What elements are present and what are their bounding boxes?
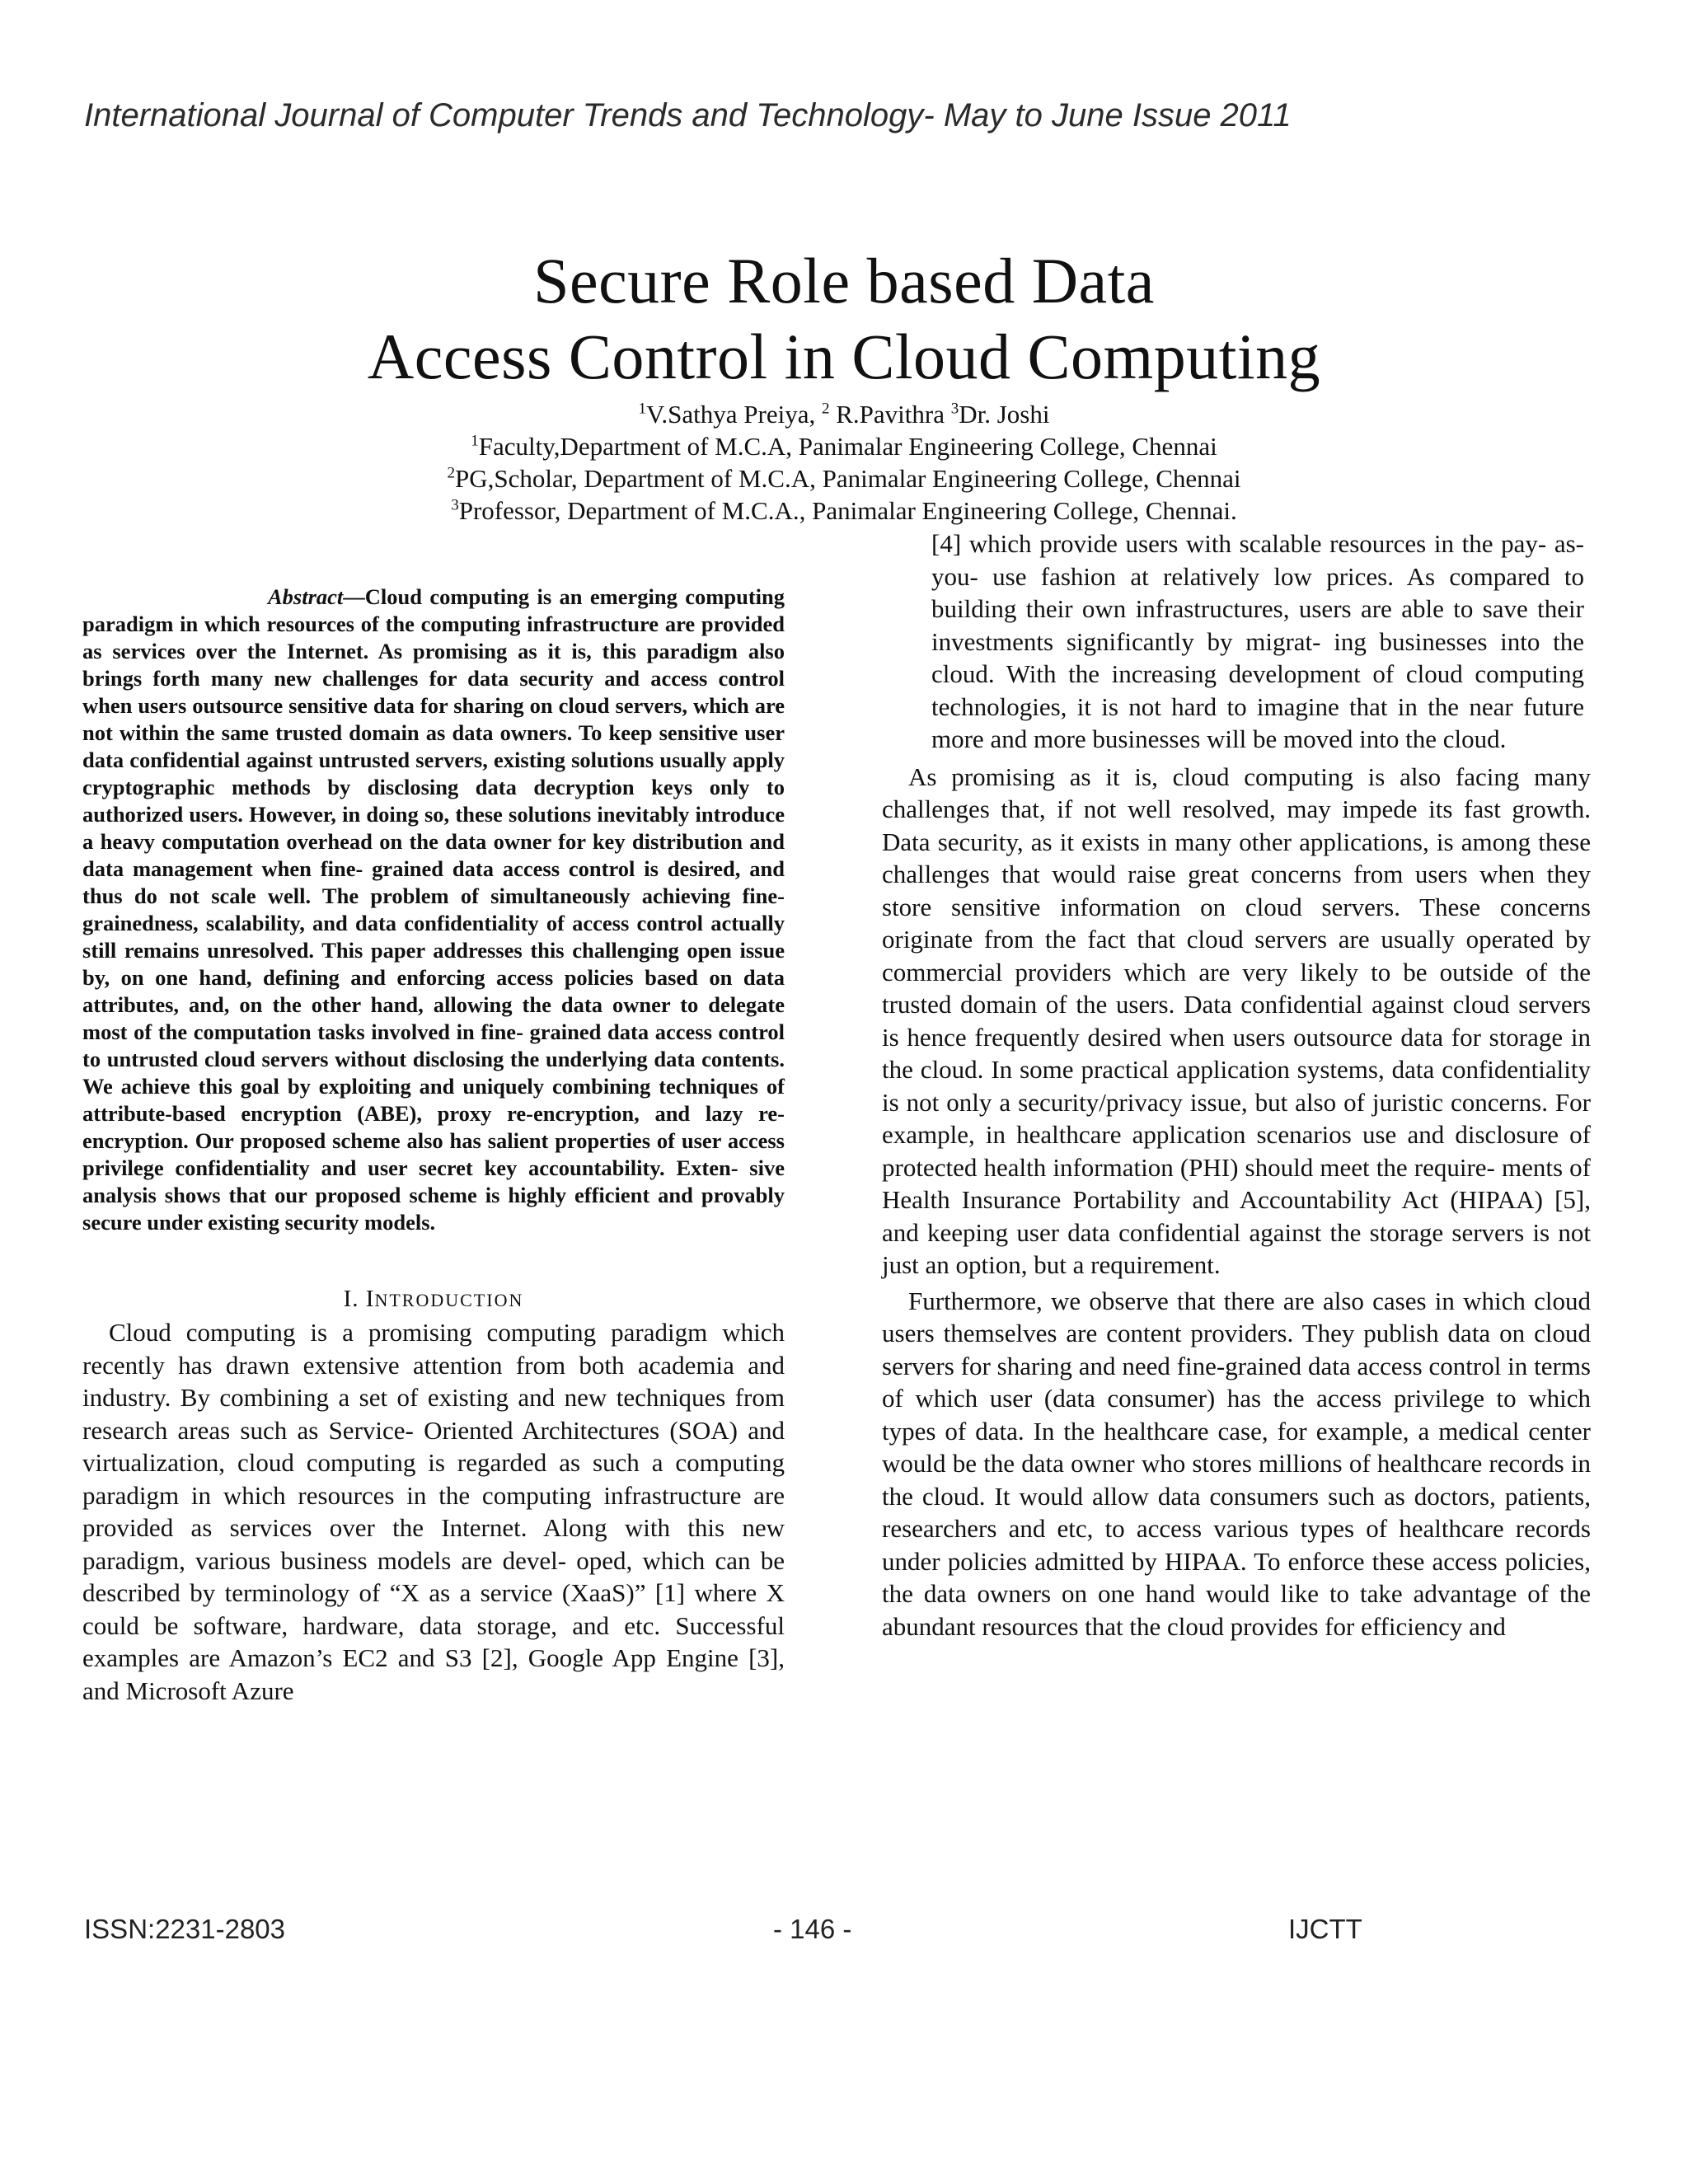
author-1-name: V.Sathya Preiya, [646,400,816,429]
left-column [82,583,785,1707]
paper-title-line-1: Secure Role based Data [533,245,1155,316]
section-heading-introduction [82,1286,785,1313]
abstract [82,583,785,1236]
footer-page-number: - 146 - [773,1914,852,1944]
running-header: International Journal of Computer Trends and Technology- May to June Issue 2011 [84,97,1292,134]
author-list [0,398,1688,430]
footer-journal: IJCTT [1288,1914,1362,1944]
intro-paragraph-1-continued: [4] which provide users with scalable resources in the pay- as-you- use fashion at relatively low prices. As compared to building their own infrastructures, users are able to save their investments significantly by migrat- ing businesses into the cloud. With the increasing development of cloud computing technologies, it is not hard to imagine that in the near future more and more businesses will be moved into the cloud. [931,529,1584,753]
paper-title-line-2: Access Control in Cloud Computing [367,321,1321,392]
affiliation-1 [0,430,1688,462]
author-2-marker: 2 [821,400,830,418]
affiliation-3-text: Professor, Department of M.C.A., Panimalar Engineering College, Chennai. [458,496,1237,525]
affiliation-1-text: Faculty,Department of M.C.A, Panimalar Engineering College, Chennai [478,432,1217,461]
intro-paragraph-2: As promising as it is, cloud computing is also facing many challenges that, if not well resolved, may impede its fast growth. Data security, as it exists in many other applications, is among these challenges that would raise great concerns from users when they store sensitive information on cloud servers. These concerns originate from the fact that cloud servers are usually operated by commercial providers which are very likely to be outside of the trusted domain of the users. Data confidential against cloud servers is hence frequently desired when users outsource data for storage in the cloud. In some practical application systems, data confidentiality is not only a security/privacy issue, but also of juristic concerns. For example, in healthcare application scenarios use and disclosure of protected health information (PHI) should meet the require- ments of Health Insurance Portability and Accountability Act (HIPAA) [5], and keeping user data confidential against the storage servers is not just an option, but a requirement. [882,762,1591,1279]
abstract-text: —Cloud computing is an emerging computing paradigm in which resources of the computing infrastructure are provided as services over the Internet. As promising as it is, this paradigm also brings forth many new challenges for data security and access control when users outsource sensitive data for sharing on cloud servers, which are not within the same trusted domain as data owners. To keep sensitive user data confidential against untrusted servers, existing solutions usually apply cryptographic methods by disclosing data decryption keys only to authorized users. However, in doing so, these solutions inevitably introduce a heavy computation overhead on the data owner for key distribution and data management when fine- grained data access control is desired, and thus do not scale well. The problem of simultaneously achieving fine-grainedness, scalability, and data confidentiality of access control actually still remains unresolved. This paper addresses this challenging open issue by, on one hand, defining and enforcing access policies based on data attributes, and, on the other hand, allowing the data owner to delegate most of the computation tasks involved in fine- grained data access control to untrusted cloud servers without disclosing the underlying data contents. We achieve this goal by exploiting and uniquely combining techniques of attribute-based encryption (ABE), proxy re-encryption, and lazy re-encryption. Our proposed scheme also has salient properties of user access privilege confidentiality and user secret key accountability. Exten- sive analysis shows that our proposed scheme is highly efficient and provably secure under existing security models. [82,584,785,1235]
affiliation-2-text: PG,Scholar, Department of M.C.A, Panimalar Engineering College, Chennai [454,464,1241,493]
affiliation-2 [0,462,1688,494]
section-heading-smallcaps: NTRODUCTION [374,1290,524,1310]
affiliation-2-marker: 2 [447,464,455,482]
affiliation-3-marker: 3 [451,496,459,514]
section-heading-number: I. I [343,1286,375,1312]
author-1-marker: 1 [638,400,647,418]
author-2-name: R.Pavithra [836,400,945,429]
author-3-marker: 3 [950,400,959,418]
affiliation-3 [0,494,1688,527]
title-block [0,243,1688,527]
intro-paragraph-1: Cloud computing is a promising computing paradigm which recently has drawn extensive attention from both academia and industry. By combining a set of existing and new techniques from research areas such as Service- Oriented Architectures (SOA) and virtualization, cloud computing is regarded as such a computing paradigm in which resources in the computing infrastructure are provided as services over the Internet. Along with this new paradigm, various business models are devel- oped, which can be described by terminology of “X as a service (XaaS)” [1] where X could be software, hardware, data storage, and etc. Successful examples are Amazon’s EC2 and S3 [2], Google App Engine [3], and Microsoft Azure [82,1318,785,1705]
author-3-name: Dr. Joshi [959,400,1050,429]
intro-paragraph-3: Furthermore, we observe that there are also cases in which cloud users themselves are content providers. They publish data on cloud servers for sharing and need fine-grained data access control in terms of which user (data consumer) has the access privilege to which types of data. In the healthcare case, for example, a medical center would be the data owner who stores millions of healthcare records in the cloud. It would allow data consumers such as doctors, patients, researchers and etc, to access various types of healthcare records under policies admitted by HIPAA. To enforce these access policies, the data owners on one hand would like to take advantage of the abundant resources that the cloud provides for efficiency and [882,1286,1591,1641]
footer-issn: ISSN:2231-2803 [84,1914,286,1944]
abstract-label: Abstract [268,584,344,609]
right-column [882,527,1591,1646]
affiliation-1-marker: 1 [471,432,479,450]
